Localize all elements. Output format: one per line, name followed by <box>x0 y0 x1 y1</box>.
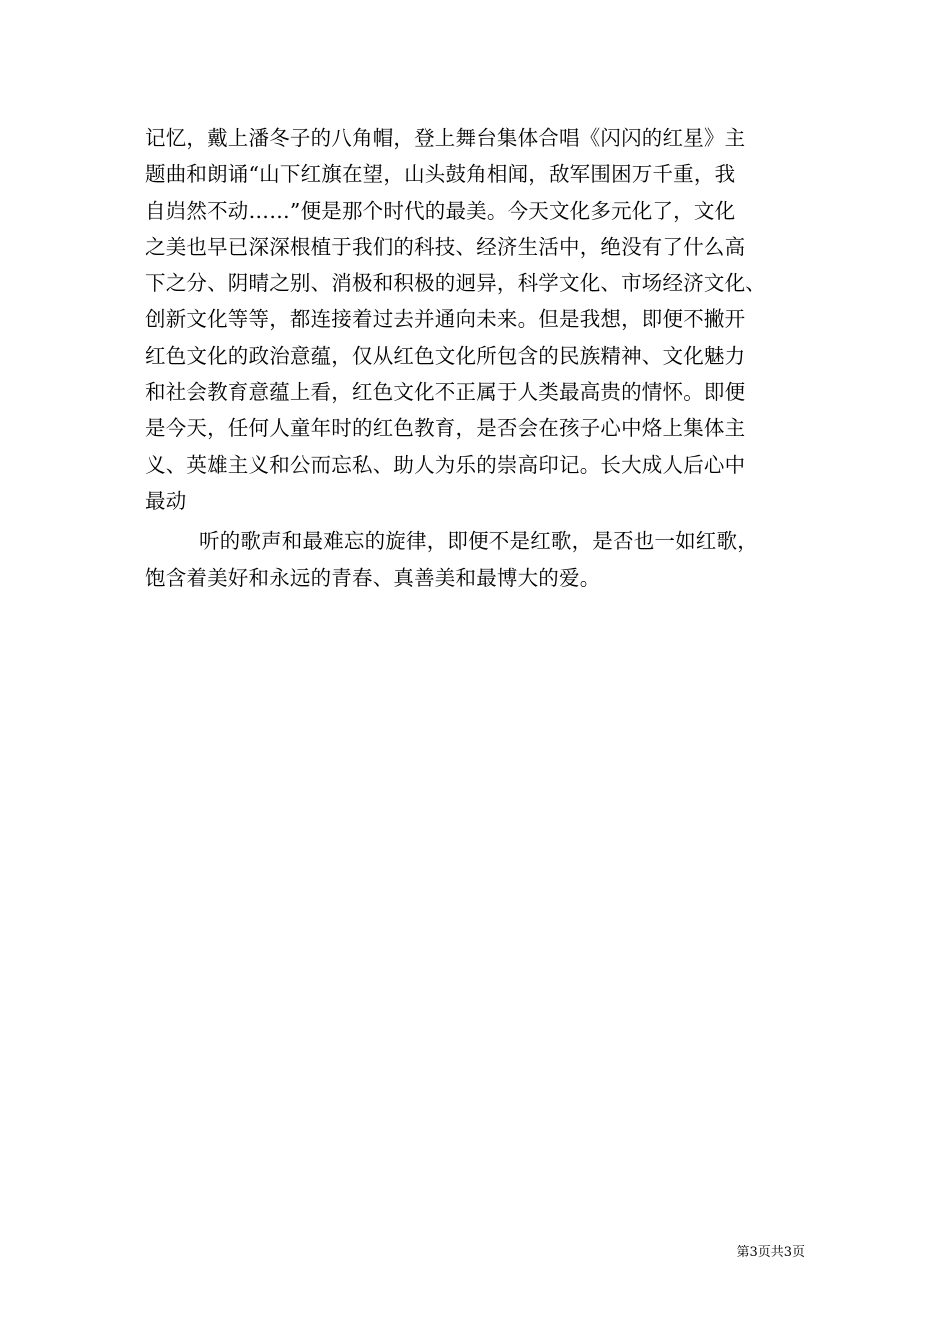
text-line: 之美也早已深深根植于我们的科技、经济生活中，绝没有了什么高 <box>145 234 746 259</box>
text-line: 记忆，戴上潘冬子的八角帽，登上舞台集体合唱《闪闪的红星》主 <box>145 126 746 150</box>
text-line: 饱含着美好和永远的青春、真善美和最博大的爱。 <box>145 565 601 590</box>
text-line: 是今天，任何人童年时的红色教育，是否会在孩子心中烙上集体主 <box>145 416 746 441</box>
text-line: 自岿然不动……”便是那个时代的最美。今天文化多元化了，文化 <box>145 198 736 223</box>
text-line: 义、英雄主义和公而忘私、助人为乐的崇高印记。长大成人后心中 <box>145 452 746 477</box>
paragraph-1 <box>145 120 815 519</box>
body-text <box>145 120 815 596</box>
text-line: 下之分、阴晴之别、消极和积极的迥异，科学文化、市场经济文化、 <box>145 271 766 296</box>
text-line: 创新文化等等，都连接着过去并通向未来。但是我想，即便不撇开 <box>145 307 746 332</box>
text-line: 红色文化的政治意蕴，仅从红色文化所包含的民族精神、文化魅力 <box>145 343 746 368</box>
text-line: 题曲和朗诵“山下红旗在望，山头鼓角相闻，敌军围困万千重，我 <box>145 162 736 187</box>
text-line: 听的歌声和最难忘的旋律，即便不是红歌，是否也一如红歌， <box>199 529 758 554</box>
text-line: 和社会教育意蕴上看，红色文化不正属于人类最高贵的情怀。即便 <box>145 380 746 405</box>
paragraph-2 <box>145 523 815 596</box>
page-number: 第3页共3页 <box>736 1245 805 1260</box>
text-line: 最动 <box>145 488 187 513</box>
